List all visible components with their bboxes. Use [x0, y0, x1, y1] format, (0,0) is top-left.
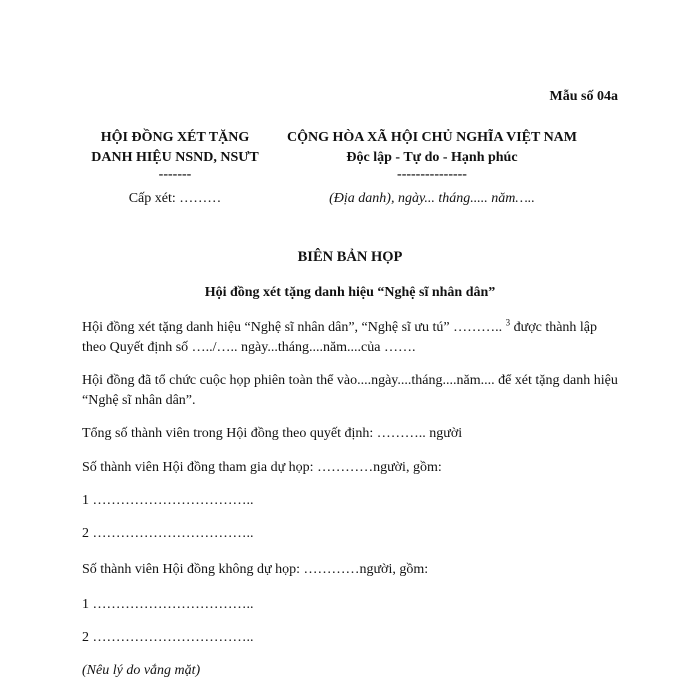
attending-member-1: 1 …………………………….. [82, 493, 254, 508]
place-and-date: (Địa danh), ngày... tháng..... năm….. [329, 191, 535, 206]
document-subtitle: Hội đồng xét tặng danh hiệu “Nghệ sĩ nhân dân” [204, 285, 496, 300]
paragraph-meeting-held: Hội đồng đã tổ chức cuộc họp phiên toàn thể vào....ngày....tháng....năm.... để xét tặng danh hiệu “Nghệ sĩ nhân dân”. [82, 373, 618, 408]
paragraph-1-text: Hội đồng xét tặng danh hiệu “Nghệ sĩ nhân dân”, “Nghệ sĩ ưu tú” ……….. [82, 320, 506, 335]
attending-member-2: 2 …………………………….. [82, 526, 254, 541]
footnote-marker: 3 [505, 317, 511, 328]
motto-divider: --------------- [397, 167, 467, 182]
paragraph-attending-members: Số thành viên Hội đồng tham gia dự họp: …………người, gồm: [82, 460, 442, 475]
council-name-line1: HỘI ĐỒNG XÉT TẶNG [100, 130, 250, 145]
paragraph-1-rest: được thành lập theo Quyết định số …../….. ngày...tháng....năm....của ……. [82, 320, 598, 355]
review-level: Cấp xét: ……… [128, 191, 222, 206]
council-name-line2: DANH HIỆU NSND, NSƯT [91, 150, 259, 165]
document-title: BIÊN BẢN HỌP [297, 249, 403, 265]
absent-member-1: 1 …………………………….. [82, 597, 254, 612]
paragraph-total-members: Tổng số thành viên trong Hội đồng theo quyết định: ……….. người [82, 426, 463, 441]
council-divider: ------- [158, 167, 192, 182]
national-motto-header [262, 128, 602, 182]
national-motto: Độc lập - Tự do - Hạnh phúc [346, 150, 518, 165]
paragraph-absent-members: Số thành viên Hội đồng không dự họp: …………người, gồm: [82, 562, 429, 577]
paragraph-council-establishment [82, 318, 622, 358]
absent-member-2: 2 …………………………….. [82, 630, 254, 645]
issuing-council-header [70, 128, 280, 182]
country-name: CỘNG HÒA XÃ HỘI CHỦ NGHĨA VIỆT NAM [286, 130, 577, 145]
absence-reason-note: (Nêu lý do vắng mặt) [82, 663, 201, 678]
form-code: Mẫu số 04a [549, 89, 618, 104]
